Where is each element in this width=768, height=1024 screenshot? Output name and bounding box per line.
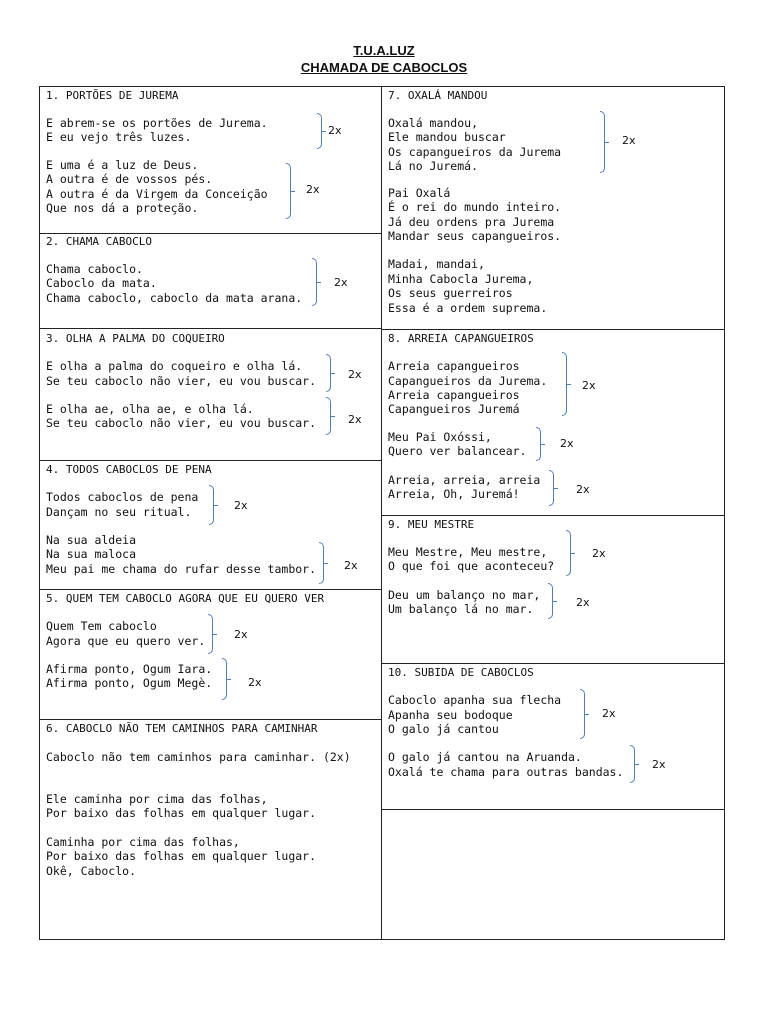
repeat-mark: 2x — [560, 437, 574, 450]
repeat-mark: 2x — [344, 559, 358, 572]
lyric-line: E olha a palma do coqueiro e olha lá. — [46, 359, 303, 373]
lyric-line: Já deu ordens pra Jurema — [388, 215, 555, 229]
section-title: 8. ARREIA CAPANGUEIROS — [388, 332, 534, 345]
repeat-brace — [286, 163, 291, 219]
row-divider — [39, 719, 381, 720]
lyric-line: Agora que eu quero ver. — [46, 634, 206, 648]
repeat-brace — [222, 658, 227, 700]
lyric-line: O que foi que aconteceu? — [388, 559, 555, 573]
section-title: 7. OXALÁ MANDOU — [388, 89, 488, 102]
repeat-brace — [548, 583, 553, 619]
lyric-line: Chama caboclo, caboclo da mata arana. — [46, 291, 303, 305]
lyric-line: Deu um balanço no mar, — [388, 588, 541, 602]
repeat-brace — [630, 745, 635, 783]
lyric-line: Oxalá mandou, — [388, 116, 479, 130]
repeat-mark: 2x — [234, 628, 248, 641]
lyric-line: Se teu caboclo não vier, eu vou buscar. — [46, 416, 317, 430]
lyric-line: Arreia capangueiros — [388, 388, 520, 402]
lyric-line: Lá no Juremá. — [388, 159, 479, 173]
repeat-brace — [580, 689, 585, 739]
row-divider — [381, 329, 725, 330]
section-title: 10. SUBIDA DE CABOCLOS — [388, 666, 534, 679]
section-title: 2. CHAMA CABOCLO — [46, 235, 152, 248]
lyric-line: Afirma ponto, Ogum Megè. — [46, 676, 213, 690]
lyric-line: A outra é da Virgem da Conceição — [46, 187, 268, 201]
lyric-line: Caboclo da mata. — [46, 276, 157, 290]
lyric-line: E uma é a luz de Deus. — [46, 158, 199, 172]
repeat-brace — [562, 352, 567, 416]
lyric-line: A outra é de vossos pés. — [46, 172, 213, 186]
lyric-line: O galo já cantou na Aruanda. — [388, 750, 582, 764]
lyric-line: Os capangueiros da Jurema — [388, 145, 562, 159]
repeat-mark: 2x — [602, 707, 616, 720]
lyric-line: Na sua maloca — [46, 547, 137, 561]
repeat-brace — [209, 485, 214, 525]
lyric-line: Todos caboclos de pena — [46, 490, 199, 504]
lyric-line: Mandar seus capangueiros. — [388, 229, 562, 243]
repeat-brace — [208, 614, 213, 654]
lyric-line: E abrem-se os portões de Jurema. — [46, 116, 268, 130]
section-title: 3. OLHA A PALMA DO COQUEIRO — [46, 332, 225, 345]
repeat-mark: 2x — [576, 596, 590, 609]
lyric-line: Capangueiros Juremá — [388, 402, 520, 416]
section-title: 9. MEU MESTRE — [388, 518, 475, 531]
section-title: 4. TODOS CABOCLOS DE PENA — [46, 463, 212, 476]
repeat-brace — [566, 530, 571, 576]
lyric-line: Na sua aldeia — [46, 533, 137, 547]
repeat-mark: 2x — [328, 124, 342, 137]
lyric-line: Afirma ponto, Ogum Iara. — [46, 662, 213, 676]
lyric-line: Chama caboclo. — [46, 262, 143, 276]
lyric-line: Ele caminha por cima das folhas, — [46, 792, 268, 806]
lyric-line: Por baixo das folhas em qualquer lugar. — [46, 849, 317, 863]
row-divider — [39, 233, 381, 234]
lyric-line: Arreia, arreia, arreia — [388, 473, 541, 487]
lyric-line: Caminha por cima das folhas, — [46, 835, 240, 849]
lyric-line: Okê, Caboclo. — [46, 864, 137, 878]
lyric-line: Capangueiros da Jurema. — [388, 374, 548, 388]
repeat-mark: 2x — [622, 134, 636, 147]
lyric-line: Arreia capangueiros — [388, 359, 520, 373]
repeat-mark: 2x — [334, 276, 348, 289]
repeat-brace — [600, 111, 605, 173]
repeat-mark: 2x — [234, 499, 248, 512]
lyric-line: Um balanço lá no mar. — [388, 602, 534, 616]
lyric-line: Oxalá te chama para outras bandas. — [388, 765, 624, 779]
page-title: CHAMADA DE CABOCLOS — [300, 60, 468, 75]
row-divider — [381, 515, 725, 516]
repeat-brace — [312, 258, 317, 306]
repeat-mark: 2x — [306, 183, 320, 196]
repeat-brace — [326, 397, 331, 435]
lyric-line: Os seus guerreiros — [388, 286, 513, 300]
row-divider — [381, 809, 725, 810]
lyric-line: Meu Mestre, Meu mestre, — [388, 545, 548, 559]
lyric-line: Caboclo apanha sua flecha — [388, 693, 562, 707]
lyric-line: Madai, mandai, — [388, 257, 485, 271]
repeat-mark: 2x — [348, 368, 362, 381]
lyric-line: Minha Cabocla Jurema, — [388, 272, 534, 286]
repeat-brace — [326, 354, 331, 392]
repeat-mark: 2x — [582, 379, 596, 392]
repeat-brace — [549, 470, 554, 506]
lyric-line: Essa é a ordem suprema. — [388, 301, 548, 315]
repeat-mark: 2x — [248, 676, 262, 689]
lyric-line: Que nos dá a proteção. — [46, 201, 199, 215]
lyric-line: Se teu caboclo não vier, eu vou buscar. — [46, 374, 317, 388]
lyric-line: Apanha seu bodoque — [388, 708, 513, 722]
repeat-mark: 2x — [348, 413, 362, 426]
repeat-brace — [536, 427, 541, 461]
lyric-line: Meu Pai Oxóssi, — [388, 430, 492, 444]
repeat-mark: 2x — [592, 547, 606, 560]
lyric-line: E eu vejo três luzes. — [46, 130, 192, 144]
lyric-line: Quero ver balancear. — [388, 444, 527, 458]
repeat-brace — [319, 542, 324, 584]
repeat-mark: 2x — [652, 758, 666, 771]
column-divider — [381, 86, 382, 940]
lyric-line: O galo já cantou — [388, 722, 499, 736]
lyric-line: Quem Tem caboclo — [46, 619, 157, 633]
lyric-line: E olha ae, olha ae, e olha lá. — [46, 402, 254, 416]
repeat-brace — [317, 113, 322, 149]
org-name: T.U.A.LUZ — [353, 43, 415, 58]
lyric-line: Pai Oxalá — [388, 186, 451, 200]
lyric-line: Caboclo não tem caminhos para caminhar. (2x) — [46, 750, 351, 764]
section-title: 6. CABOCLO NÃO TEM CAMINHOS PARA CAMINHAR — [46, 722, 318, 735]
section-title: 5. QUEM TEM CABOCLO AGORA QUE EU QUERO VER — [46, 592, 325, 605]
row-divider — [381, 663, 725, 664]
row-divider — [39, 328, 381, 329]
lyric-line: É o rei do mundo inteiro. — [388, 200, 562, 214]
lyric-line: Arreia, Oh, Juremá! — [388, 487, 520, 501]
section-title: 1. PORTÕES DE JUREMA — [46, 89, 179, 102]
lyric-line: Meu pai me chama do rufar desse tambor. — [46, 562, 317, 576]
repeat-mark: 2x — [576, 483, 590, 496]
row-divider — [39, 460, 381, 461]
lyric-line: Por baixo das folhas em qualquer lugar. — [46, 806, 317, 820]
lyric-line: Ele mandou buscar — [388, 130, 506, 144]
lyric-line: Dançam no seu ritual. — [46, 505, 192, 519]
row-divider — [39, 589, 381, 590]
